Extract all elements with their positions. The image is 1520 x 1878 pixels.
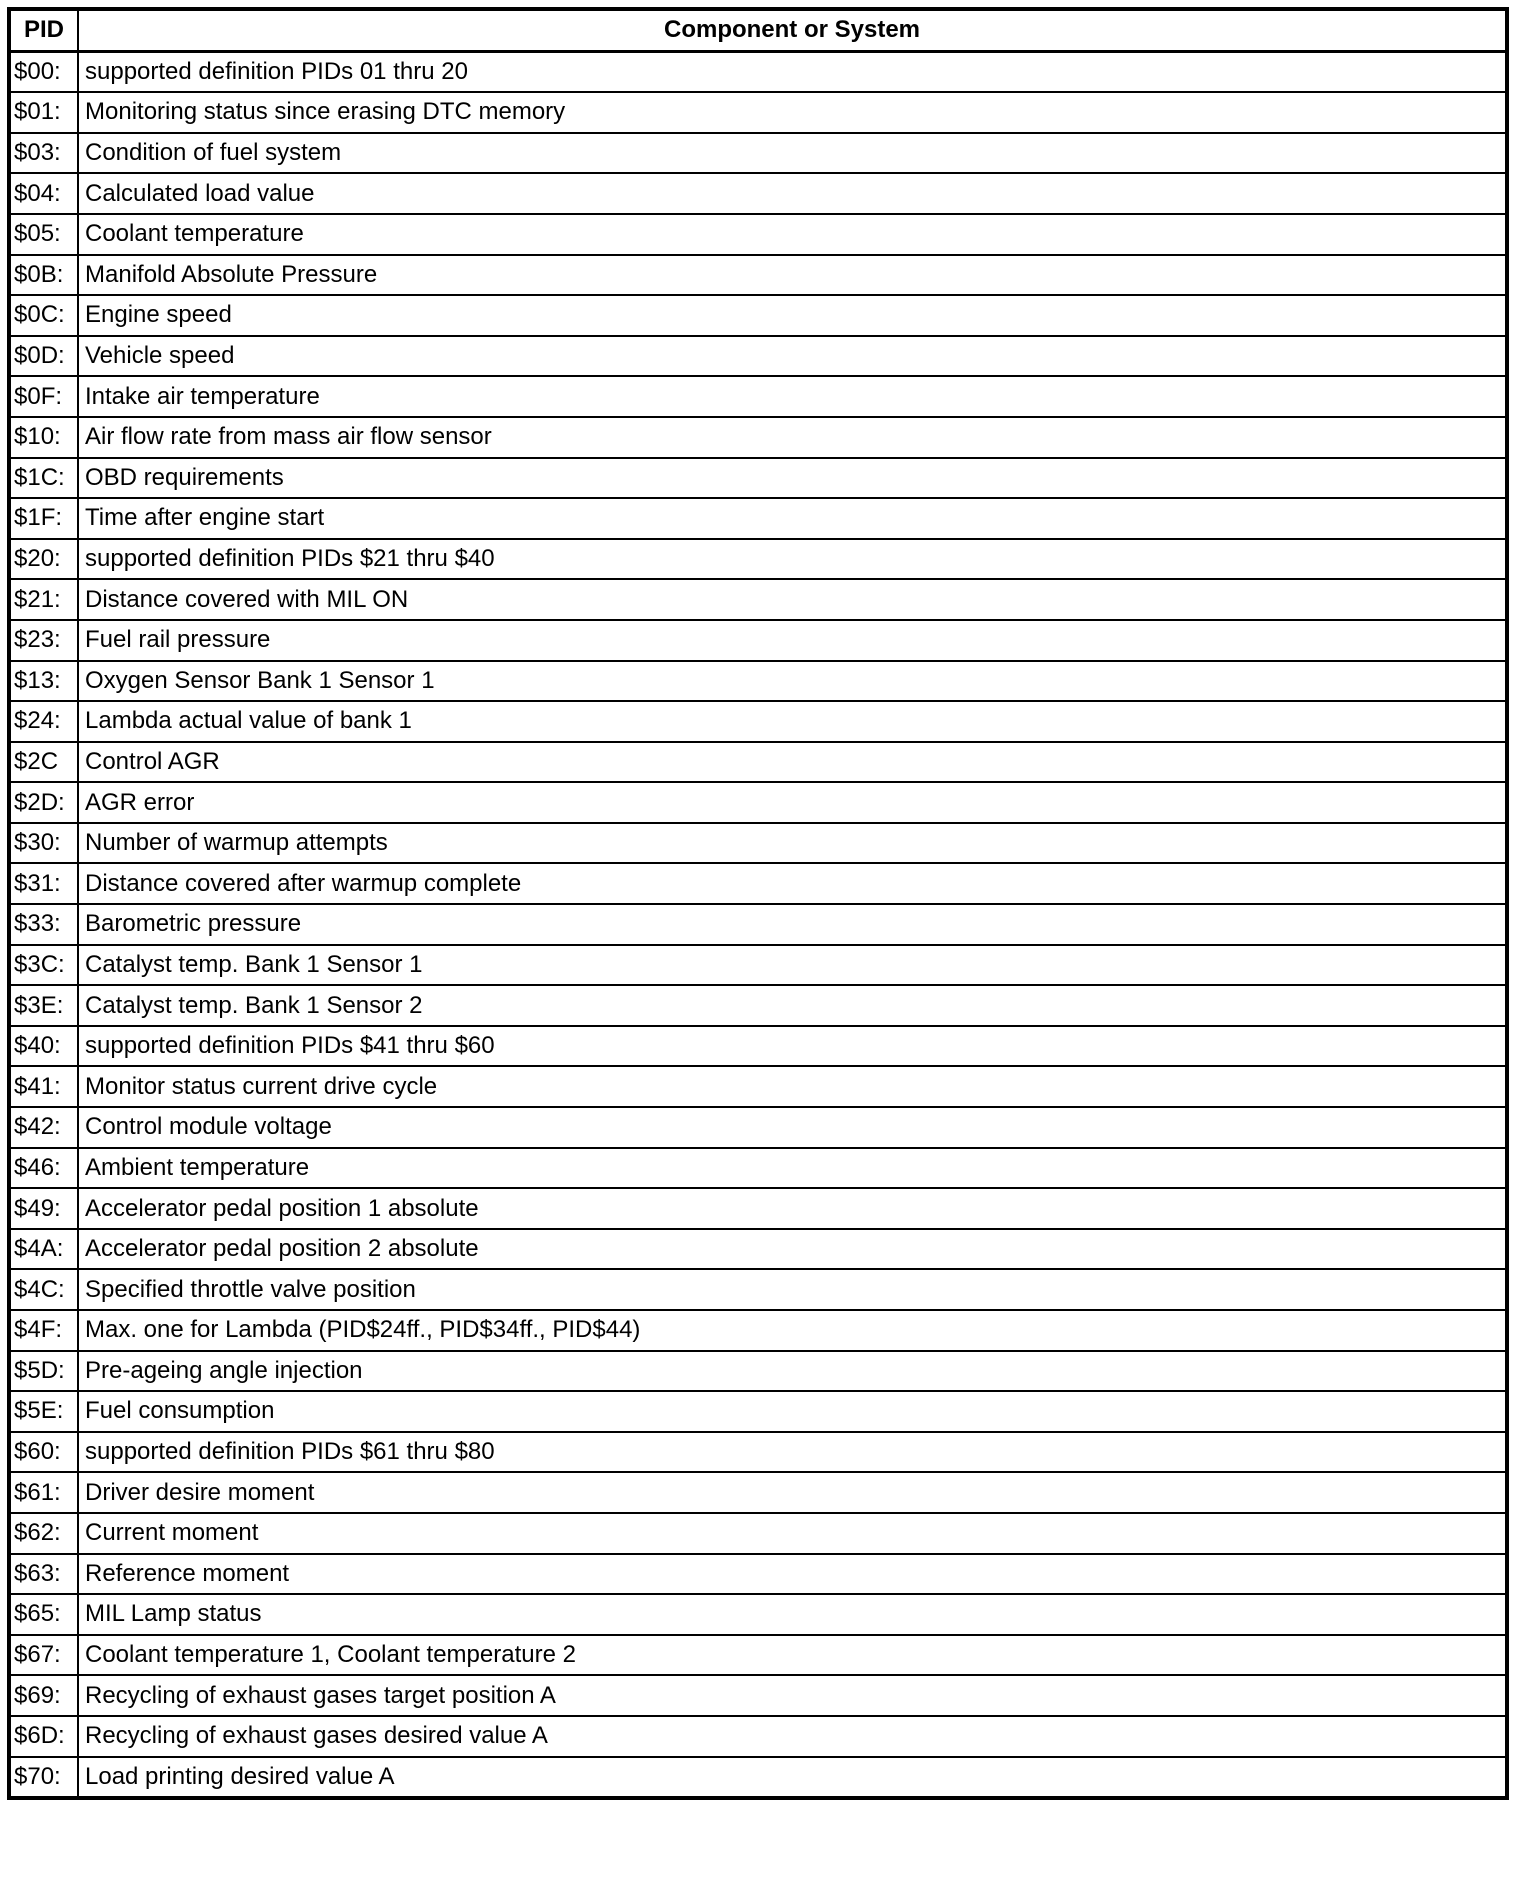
pid-cell: $31:: [9, 863, 78, 904]
component-cell: Recycling of exhaust gases target position A: [78, 1675, 1507, 1716]
component-column-header: Component or System: [78, 9, 1507, 51]
pid-cell: $67:: [9, 1635, 78, 1676]
component-cell: Condition of fuel system: [78, 133, 1507, 174]
pid-table: [7, 7, 1509, 1800]
table-row: [9, 661, 1507, 702]
component-cell: Oxygen Sensor Bank 1 Sensor 1: [78, 661, 1507, 702]
table-row: [9, 1675, 1507, 1716]
table-row: [9, 945, 1507, 986]
pid-cell: $63:: [9, 1554, 78, 1595]
table-row: [9, 742, 1507, 783]
component-cell: Specified throttle valve position: [78, 1269, 1507, 1310]
component-cell: Accelerator pedal position 1 absolute: [78, 1188, 1507, 1229]
component-cell: Max. one for Lambda (PID$24ff., PID$34ff., PID$44): [78, 1310, 1507, 1351]
component-cell: Ambient temperature: [78, 1148, 1507, 1189]
pid-cell: $0B:: [9, 255, 78, 296]
component-cell: Current moment: [78, 1513, 1507, 1554]
pid-cell: $65:: [9, 1594, 78, 1635]
table-row: [9, 214, 1507, 255]
component-cell: Coolant temperature: [78, 214, 1507, 255]
pid-cell: $30:: [9, 823, 78, 864]
pid-cell: $20:: [9, 539, 78, 580]
component-cell: Barometric pressure: [78, 904, 1507, 945]
table-row: [9, 782, 1507, 823]
table-row: [9, 1066, 1507, 1107]
pid-cell: $42:: [9, 1107, 78, 1148]
table-row: [9, 173, 1507, 214]
pid-cell: $49:: [9, 1188, 78, 1229]
table-row: [9, 823, 1507, 864]
component-cell: Pre-ageing angle injection: [78, 1351, 1507, 1392]
pid-cell: $04:: [9, 173, 78, 214]
component-cell: Fuel consumption: [78, 1391, 1507, 1432]
pid-cell: $41:: [9, 1066, 78, 1107]
component-cell: supported definition PIDs $41 thru $60: [78, 1026, 1507, 1067]
table-row: [9, 904, 1507, 945]
pid-cell: $3C:: [9, 945, 78, 986]
pid-cell: $5E:: [9, 1391, 78, 1432]
pid-cell: $13:: [9, 661, 78, 702]
table-row: [9, 1310, 1507, 1351]
pid-cell: $1F:: [9, 498, 78, 539]
pid-cell: $1C:: [9, 458, 78, 499]
pid-cell: $2D:: [9, 782, 78, 823]
table-row: [9, 51, 1507, 92]
table-row: [9, 376, 1507, 417]
pid-cell: $40:: [9, 1026, 78, 1067]
component-cell: AGR error: [78, 782, 1507, 823]
table-row: [9, 295, 1507, 336]
component-cell: Distance covered after warmup complete: [78, 863, 1507, 904]
table-row: [9, 1472, 1507, 1513]
table-row: [9, 1229, 1507, 1270]
component-cell: Reference moment: [78, 1554, 1507, 1595]
pid-cell: $6D:: [9, 1716, 78, 1757]
component-cell: Recycling of exhaust gases desired value A: [78, 1716, 1507, 1757]
component-cell: supported definition PIDs $61 thru $80: [78, 1432, 1507, 1473]
table-row: [9, 1757, 1507, 1799]
table-row: [9, 133, 1507, 174]
component-cell: Monitor status current drive cycle: [78, 1066, 1507, 1107]
table-row: [9, 1107, 1507, 1148]
pid-cell: $0F:: [9, 376, 78, 417]
component-cell: Number of warmup attempts: [78, 823, 1507, 864]
table-row: [9, 863, 1507, 904]
table-row: [9, 1554, 1507, 1595]
pid-cell: $23:: [9, 620, 78, 661]
pid-cell: $0C:: [9, 295, 78, 336]
table-row: [9, 1188, 1507, 1229]
pid-cell: $10:: [9, 417, 78, 458]
component-cell: MIL Lamp status: [78, 1594, 1507, 1635]
header-row: [9, 9, 1507, 51]
pid-cell: $60:: [9, 1432, 78, 1473]
table-row: [9, 1594, 1507, 1635]
table-row: [9, 1351, 1507, 1392]
table-row: [9, 255, 1507, 296]
component-cell: Vehicle speed: [78, 336, 1507, 377]
table-row: [9, 1513, 1507, 1554]
table-row: [9, 336, 1507, 377]
table-row: [9, 1432, 1507, 1473]
pid-column-header: PID: [9, 9, 78, 51]
table-row: [9, 985, 1507, 1026]
table-row: [9, 498, 1507, 539]
table-row: [9, 701, 1507, 742]
table-row: [9, 458, 1507, 499]
pid-cell: $05:: [9, 214, 78, 255]
component-cell: Coolant temperature 1, Coolant temperature 2: [78, 1635, 1507, 1676]
component-cell: supported definition PIDs $21 thru $40: [78, 539, 1507, 580]
component-cell: Control AGR: [78, 742, 1507, 783]
pid-cell: $01:: [9, 92, 78, 133]
pid-cell: $61:: [9, 1472, 78, 1513]
table-row: [9, 1269, 1507, 1310]
component-cell: Catalyst temp. Bank 1 Sensor 1: [78, 945, 1507, 986]
component-cell: Accelerator pedal position 2 absolute: [78, 1229, 1507, 1270]
table-row: [9, 539, 1507, 580]
component-cell: Calculated load value: [78, 173, 1507, 214]
table-row: [9, 1635, 1507, 1676]
pid-cell: $03:: [9, 133, 78, 174]
pid-cell: $33:: [9, 904, 78, 945]
table-row: [9, 1716, 1507, 1757]
component-cell: Time after engine start: [78, 498, 1507, 539]
component-cell: Fuel rail pressure: [78, 620, 1507, 661]
component-cell: supported definition PIDs 01 thru 20: [78, 51, 1507, 92]
pid-cell: $69:: [9, 1675, 78, 1716]
table-row: [9, 1026, 1507, 1067]
pid-cell: $3E:: [9, 985, 78, 1026]
pid-cell: $5D:: [9, 1351, 78, 1392]
pid-cell: $62:: [9, 1513, 78, 1554]
component-cell: Control module voltage: [78, 1107, 1507, 1148]
component-cell: Air flow rate from mass air flow sensor: [78, 417, 1507, 458]
table-header: [9, 9, 1507, 51]
table-row: [9, 92, 1507, 133]
table-row: [9, 417, 1507, 458]
pid-cell: $4F:: [9, 1310, 78, 1351]
component-cell: Intake air temperature: [78, 376, 1507, 417]
table-row: [9, 620, 1507, 661]
component-cell: Distance covered with MIL ON: [78, 579, 1507, 620]
pid-cell: $2C: [9, 742, 78, 783]
pid-cell: $46:: [9, 1148, 78, 1189]
pid-cell: $70:: [9, 1757, 78, 1799]
component-cell: OBD requirements: [78, 458, 1507, 499]
pid-cell: $4A:: [9, 1229, 78, 1270]
component-cell: Load printing desired value A: [78, 1757, 1507, 1799]
component-cell: Catalyst temp. Bank 1 Sensor 2: [78, 985, 1507, 1026]
component-cell: Manifold Absolute Pressure: [78, 255, 1507, 296]
pid-cell: $00:: [9, 51, 78, 92]
pid-cell: $21:: [9, 579, 78, 620]
table-row: [9, 579, 1507, 620]
component-cell: Monitoring status since erasing DTC memory: [78, 92, 1507, 133]
component-cell: Engine speed: [78, 295, 1507, 336]
pid-cell: $24:: [9, 701, 78, 742]
component-cell: Driver desire moment: [78, 1472, 1507, 1513]
table-row: [9, 1148, 1507, 1189]
table-row: [9, 1391, 1507, 1432]
component-cell: Lambda actual value of bank 1: [78, 701, 1507, 742]
table-body: [9, 51, 1507, 1798]
pid-cell: $4C:: [9, 1269, 78, 1310]
pid-cell: $0D:: [9, 336, 78, 377]
